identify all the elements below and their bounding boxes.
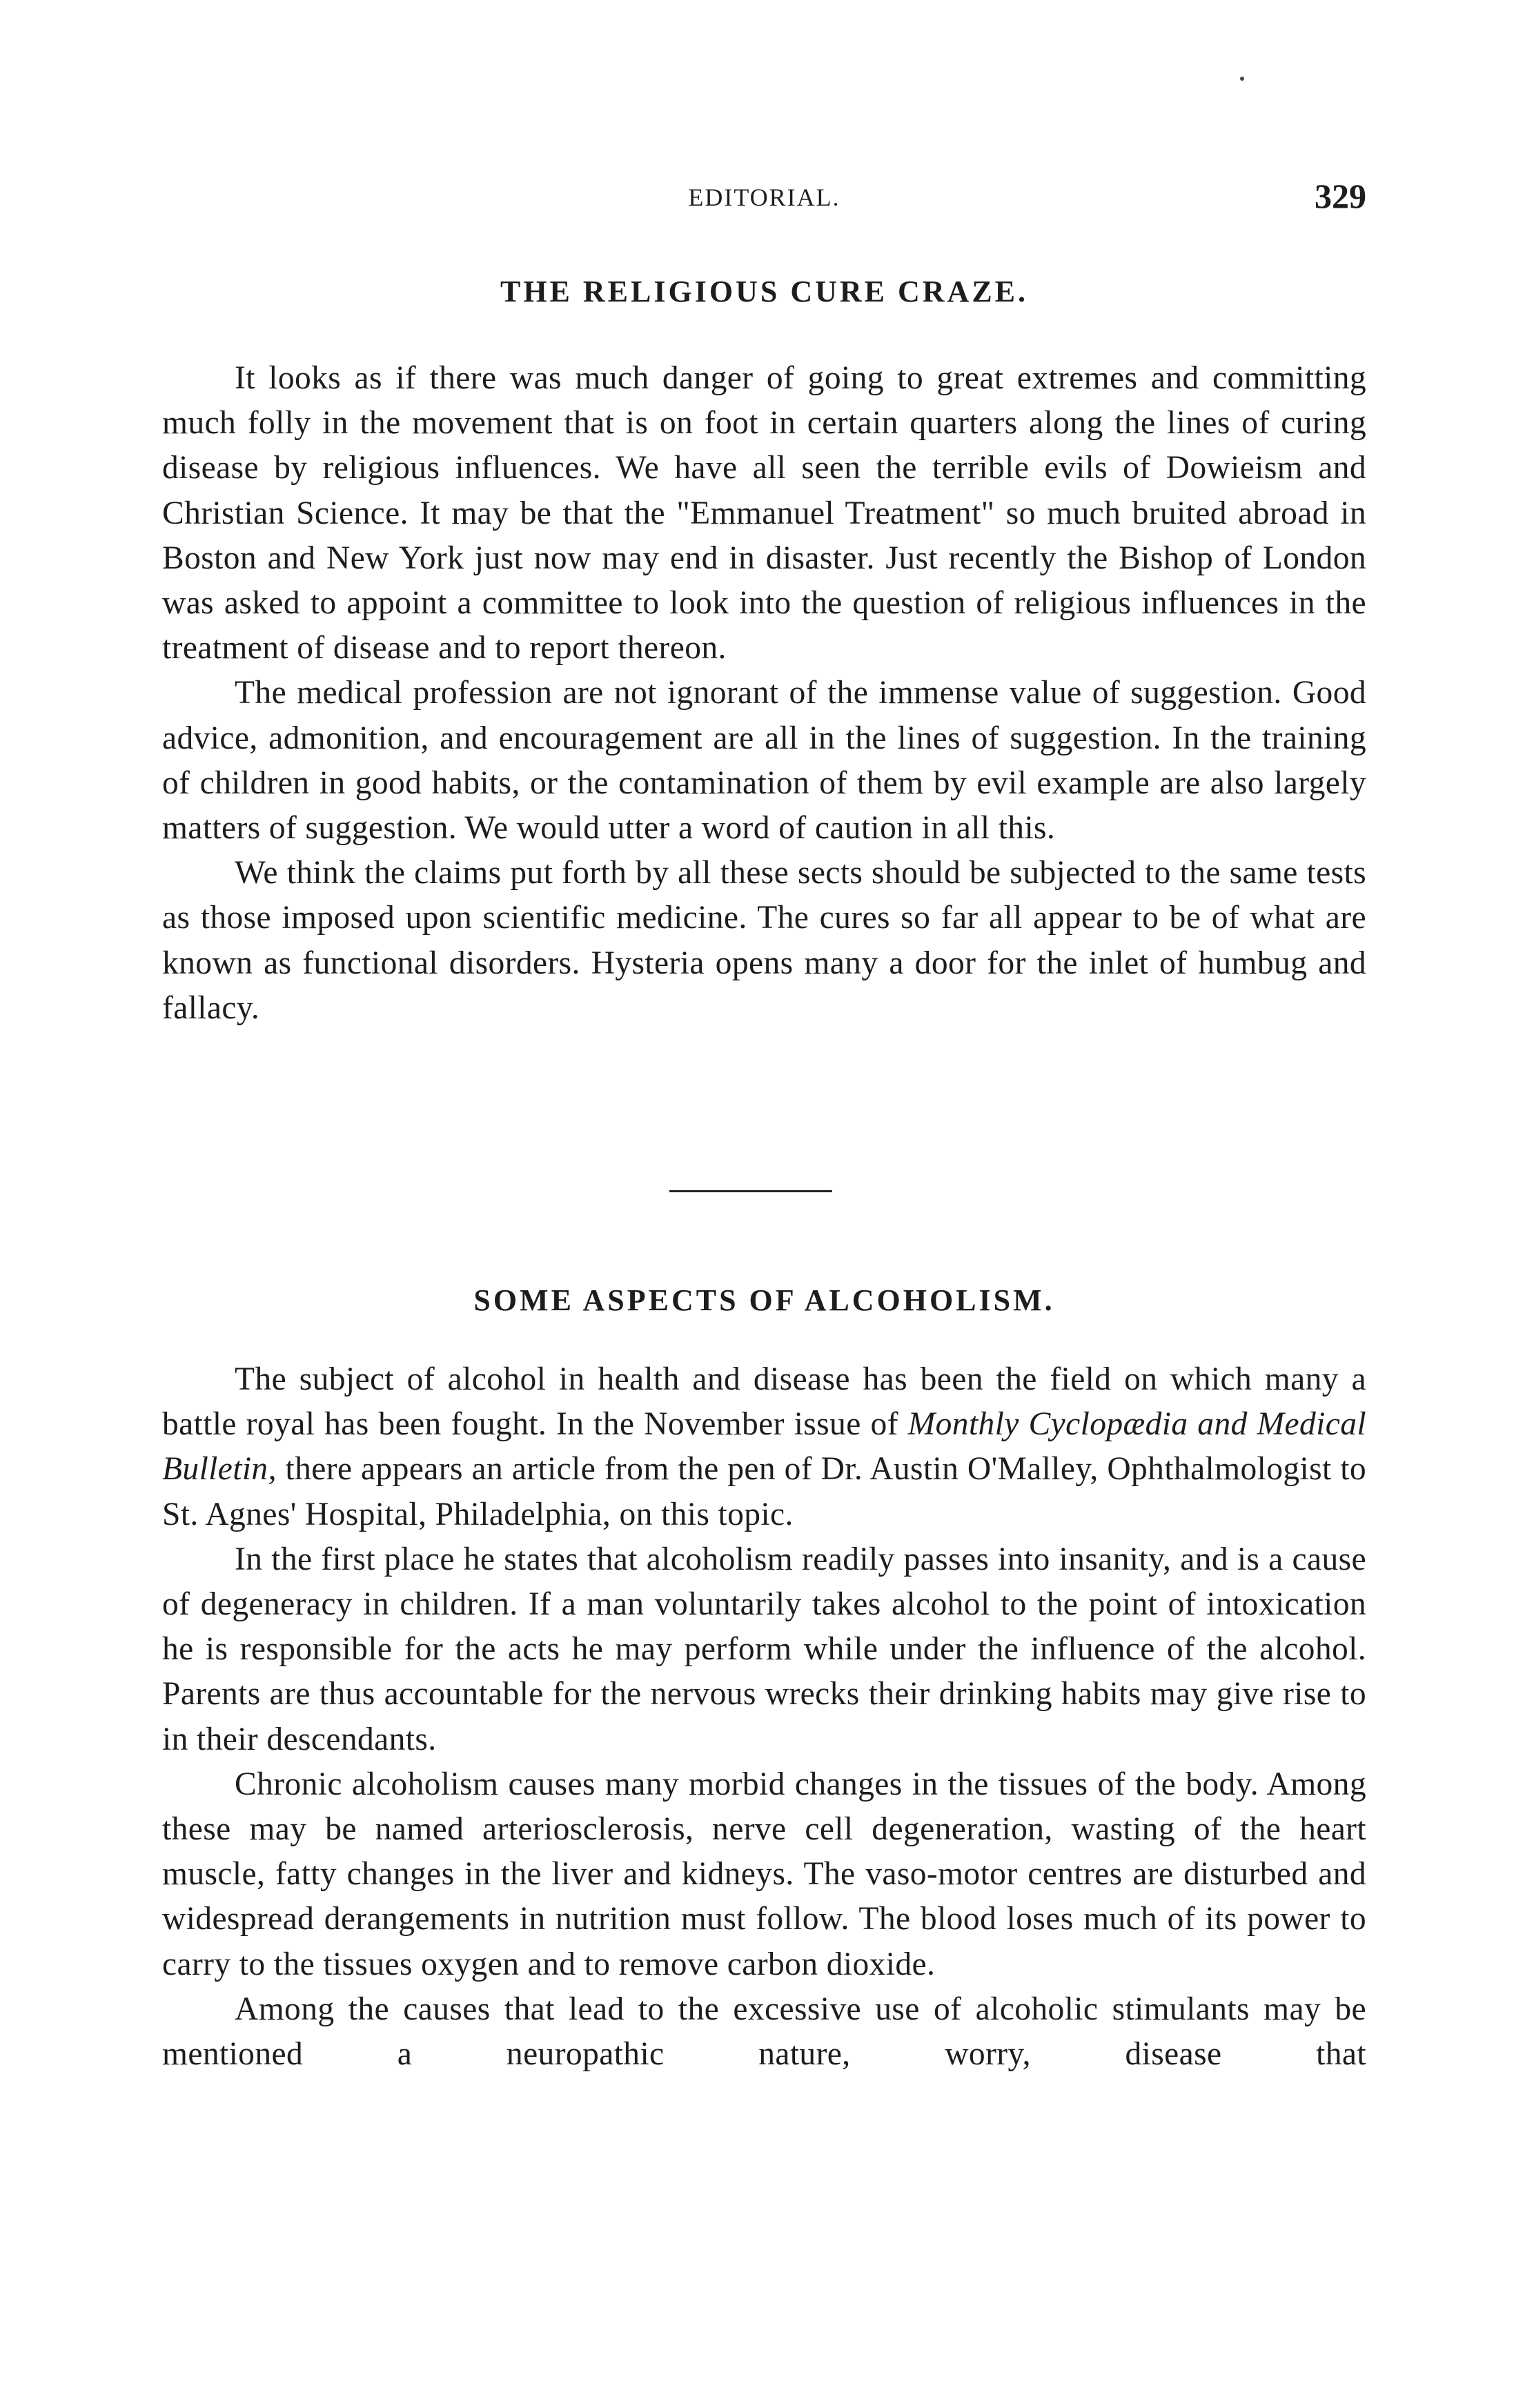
running-head	[162, 177, 1366, 224]
paragraph: The medical profession are not ignorant of the immense value of suggestion. Good advice, admonition, and encouragement are all in the lines of suggestion. In the training of children in good habits, or the contamination of them by evil example are also largely matters of suggestion. We would utter a word of caution in all this.	[162, 675, 1366, 847]
article-aspects-of-alcoholism	[162, 1280, 1366, 2077]
paragraph	[162, 1357, 1366, 1537]
article-religious-cure-craze	[162, 271, 1366, 1031]
paragraph: Chronic alcoholism causes many morbid changes in the tissues of the body. Among these may be named arteriosclerosis, nerve cell degeneration, wasting of the heart muscle, fatty changes in the liver and kidneys. The vaso-motor centres are disturbed and widespread derangements in nutrition must follow. The blood loses much of its power to carry to the tissues oxygen and to remove carbon dioxide.	[162, 1766, 1366, 1982]
running-title: EDITORIAL.	[688, 184, 840, 211]
paragraph: In the first place he states that alcoholism readily passes into insanity, and is a cause of degeneracy in children. If a man voluntarily takes alcohol to the point of intoxication he is responsible for the acts he may perform while under the influence of the alcohol. Parents are thus accountable for the nervous wrecks their drinking habits may give rise to in their descendants.	[162, 1541, 1366, 1757]
paragraph: We think the claims put forth by all these sects should be subjected to the same tests as those imposed upon scientific medicine. The cures so far all appear to be of what are known as functional disorders. Hysteria opens many a door for the inlet of humbug and fallacy.	[162, 855, 1366, 1026]
paragraph-text: The subject of alcohol in health and disease has been the field on which many a battle royal has been fought. In the November issue of	[162, 1361, 1366, 1443]
journal-title: Monthly Cyclopædia and Medical Bulletin,	[162, 1406, 1366, 1488]
paragraph: It looks as if there was much danger of going to great extremes and committing much folly in the movement that is on foot in certain quarters along the lines of curing disease by religious influences. We have all seen the terrible evils of Dowieism and Christian Science. It may be that the "Emmanuel Treatment" so much bruited abroad in Boston and New York just now may end in disaster. Just recently the Bishop of London was asked to appoint a committee to look into the question of religious influences in the treatment of disease and to report thereon.	[162, 360, 1366, 667]
page-number: 329	[1315, 177, 1366, 215]
print-speck	[1240, 77, 1244, 81]
section-divider	[669, 1190, 832, 1192]
paragraph-text: there appears an article from the pen of Dr. Austin O'Malley, Ophthalmologist to St. Agnes' Hospital, Philadelphia, on this topic.	[162, 1451, 1366, 1532]
paragraph: Among the causes that lead to the excessive use of alcoholic stimulants may be mentioned a neuropathic nature, worry, disease that	[162, 1991, 1366, 2073]
article-title: SOME ASPECTS OF ALCOHOLISM.	[473, 1283, 1055, 1317]
article-title: THE RELIGIOUS CURE CRAZE.	[500, 275, 1029, 308]
